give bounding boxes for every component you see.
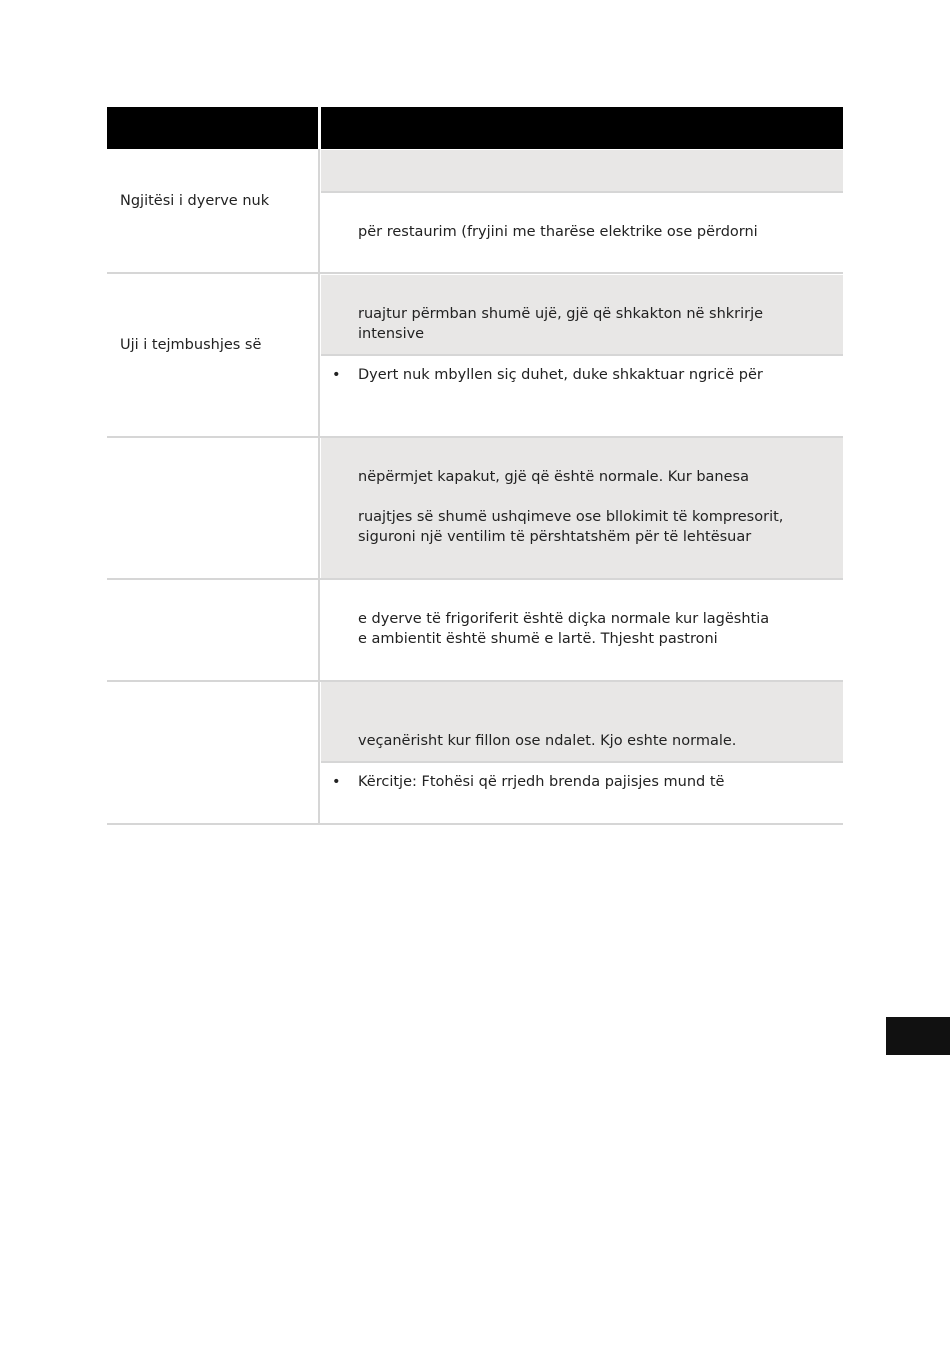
cause-text: nëpërmjet kapakut, gjë që është normale. Kur banesa <box>358 469 749 485</box>
bullet: • <box>332 774 341 790</box>
row-divider <box>107 578 843 580</box>
cause-text: për restaurim (fryjini me tharëse elektrike ose përdorni <box>358 224 758 240</box>
problem-cell: Ngjitësi i dyerve nuk <box>120 193 270 209</box>
table-header-cause <box>321 107 843 149</box>
cause-text: veçanërisht kur fillon ose ndalet. Kjo eshte normale. <box>358 733 737 749</box>
cause-text: Kërcitje: Ftohësi që rrjedh brenda pajisjes mund të <box>358 774 725 790</box>
cause-cell-shaded <box>321 150 843 192</box>
row-divider <box>107 272 843 274</box>
row-divider <box>107 823 843 825</box>
cause-text: ruajtur përmban shumë ujë, gjë që shkakton në shkrirje <box>358 306 764 322</box>
bullet: • <box>332 367 341 383</box>
column-divider <box>318 149 320 825</box>
row-divider <box>321 761 843 763</box>
row-divider <box>107 436 843 438</box>
cause-text: Dyert nuk mbyllen siç duhet, duke shkaktuar ngricë për <box>358 367 763 383</box>
cause-text: ruajtjes së shumë ushqimeve ose bllokimit të kompresorit, <box>358 509 784 525</box>
cause-text: siguroni një ventilim të përshtatshëm për të lehtësuar <box>358 529 752 545</box>
page-edge-tab <box>886 1017 950 1055</box>
table-header-problem <box>107 107 318 149</box>
row-divider <box>321 354 843 356</box>
cause-text: e ambientit është shumë e lartë. Thjesht pastroni <box>358 631 718 647</box>
cause-text: intensive <box>358 326 425 342</box>
row-divider <box>107 680 843 682</box>
row-divider <box>321 191 843 193</box>
cause-text: e dyerve të frigoriferit është diçka normale kur lagështia <box>358 611 770 627</box>
problem-cell: Uji i tejmbushjes së <box>120 337 262 353</box>
